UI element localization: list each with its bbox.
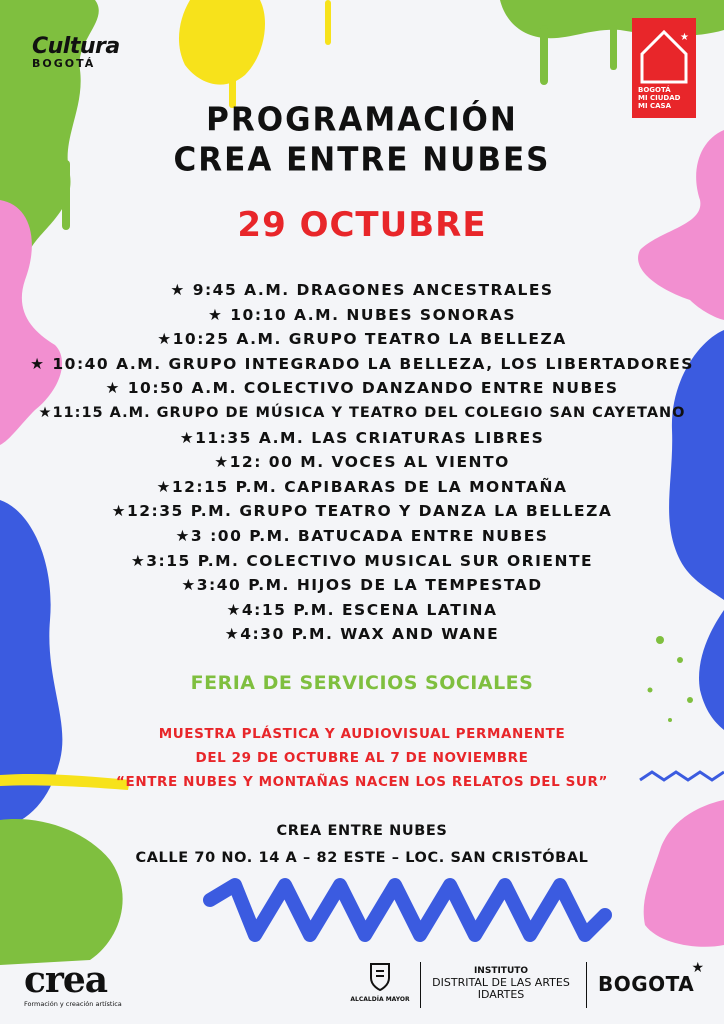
divider <box>420 962 421 1008</box>
house-icon <box>632 24 696 86</box>
schedule-item: ★12:15 P.M. CAPIBARAS DE LA MONTAÑA <box>156 477 568 496</box>
green-drip-right-1 <box>540 25 548 85</box>
title-line-1: PROGRAMACIÓN <box>206 101 518 139</box>
schedule-item: ★ 10:10 A.M. NUBES SONORAS <box>207 305 516 324</box>
schedule-item: ★4:30 P.M. WAX AND WANE <box>224 625 500 644</box>
divider <box>586 962 587 1008</box>
schedule-item: ★10:25 A.M. GRUPO TEATRO LA BELLEZA <box>157 330 567 349</box>
schedule-item: ★12:35 P.M. GRUPO TEATRO Y DANZA LA BELLEZA <box>111 502 613 521</box>
crea-logo-text: crea <box>24 959 108 1001</box>
idartes-logo <box>426 965 576 1001</box>
schedule-item: ★11:15 A.M. GRUPO DE MÚSICA Y TEATRO DEL COLEGIO SAN CAYETANO <box>38 404 686 421</box>
schedule-item: ★3 :00 P.M. BATUCADA ENTRE NUBES <box>175 526 549 545</box>
muestra-line-3: “ENTRE NUBES Y MONTAÑAS NACEN LOS RELATOS DEL SUR” <box>116 774 608 790</box>
bogota-logo-line1: BOGOTÁ <box>638 86 671 94</box>
green-dot <box>687 697 693 703</box>
bogota-logo-line2: MI CIUDAD <box>638 94 681 102</box>
feria-heading: FERIA DE SERVICIOS SOCIALES <box>190 672 534 694</box>
yellow-splash-top <box>179 0 265 85</box>
muestra-block <box>0 722 724 794</box>
alcaldia-text: ALCALDÍA MAYOR <box>350 996 410 1003</box>
green-dot <box>677 657 683 663</box>
schedule-item: ★11:35 A.M. LAS CRIATURAS LIBRES <box>179 428 545 447</box>
coat-of-arms-icon <box>368 962 392 992</box>
schedule-item: ★ 10:50 A.M. COLECTIVO DANZANDO ENTRE NUBES <box>105 379 619 398</box>
event-date: 29 OCTUBRE <box>237 205 487 245</box>
svg-text:★: ★ <box>680 32 689 43</box>
idartes-line-1: INSTITUTO <box>473 966 529 976</box>
muestra-line-2: DEL 29 DE OCTUBRE AL 7 DE NOVIEMBRE <box>195 750 529 766</box>
title-line-2: CREA ENTRE NUBES <box>173 141 551 179</box>
yellow-drip-2 <box>325 0 331 45</box>
address-block <box>0 818 724 872</box>
schedule-item: ★12: 00 M. VOCES AL VIENTO <box>214 453 510 472</box>
bogota-footer-text: BOGOTA <box>598 972 695 996</box>
schedule-item: ★ 10:40 A.M. GRUPO INTEGRADO LA BELLEZA, LOS LIBERTADORES <box>30 354 694 373</box>
schedule-item: ★3:40 P.M. HIJOS DE LA TEMPESTAD <box>181 576 543 595</box>
schedule-item: ★ 9:45 A.M. DRAGONES ANCESTRALES <box>170 281 554 299</box>
cultura-bogota-logo <box>32 34 152 70</box>
idartes-line-3: IDARTES <box>477 988 525 1001</box>
schedule-list <box>0 278 724 647</box>
bogota-logo-text: BOGOTÁ <box>32 57 96 70</box>
schedule-item: ★3:15 P.M. COLECTIVO MUSICAL SUR ORIENTE <box>130 551 594 570</box>
crea-tagline: Formación y creación artística <box>24 1000 122 1008</box>
bogota-footer-logo <box>598 960 708 996</box>
crea-logo <box>24 959 134 1008</box>
blue-zigzag-bottom <box>210 885 605 935</box>
venue-address: CALLE 70 NO. 14 A – 82 ESTE – LOC. SAN CRISTÓBAL <box>135 850 589 866</box>
muestra-line-1: MUESTRA PLÁSTICA Y AUDIOVISUAL PERMANENTE <box>158 726 566 742</box>
idartes-line-2: DISTRITAL DE LAS ARTES <box>432 976 570 989</box>
cultura-logo-text: Cultura <box>32 34 120 59</box>
page-title <box>0 100 724 180</box>
bogota-logo-line3: MI CASA <box>638 102 672 110</box>
star-icon: ★ <box>691 960 704 976</box>
venue-name: CREA ENTRE NUBES <box>276 823 448 839</box>
alcaldia-logo <box>350 962 410 1003</box>
green-drip-right-2 <box>610 25 617 70</box>
schedule-item: ★4:15 P.M. ESCENA LATINA <box>226 600 498 619</box>
